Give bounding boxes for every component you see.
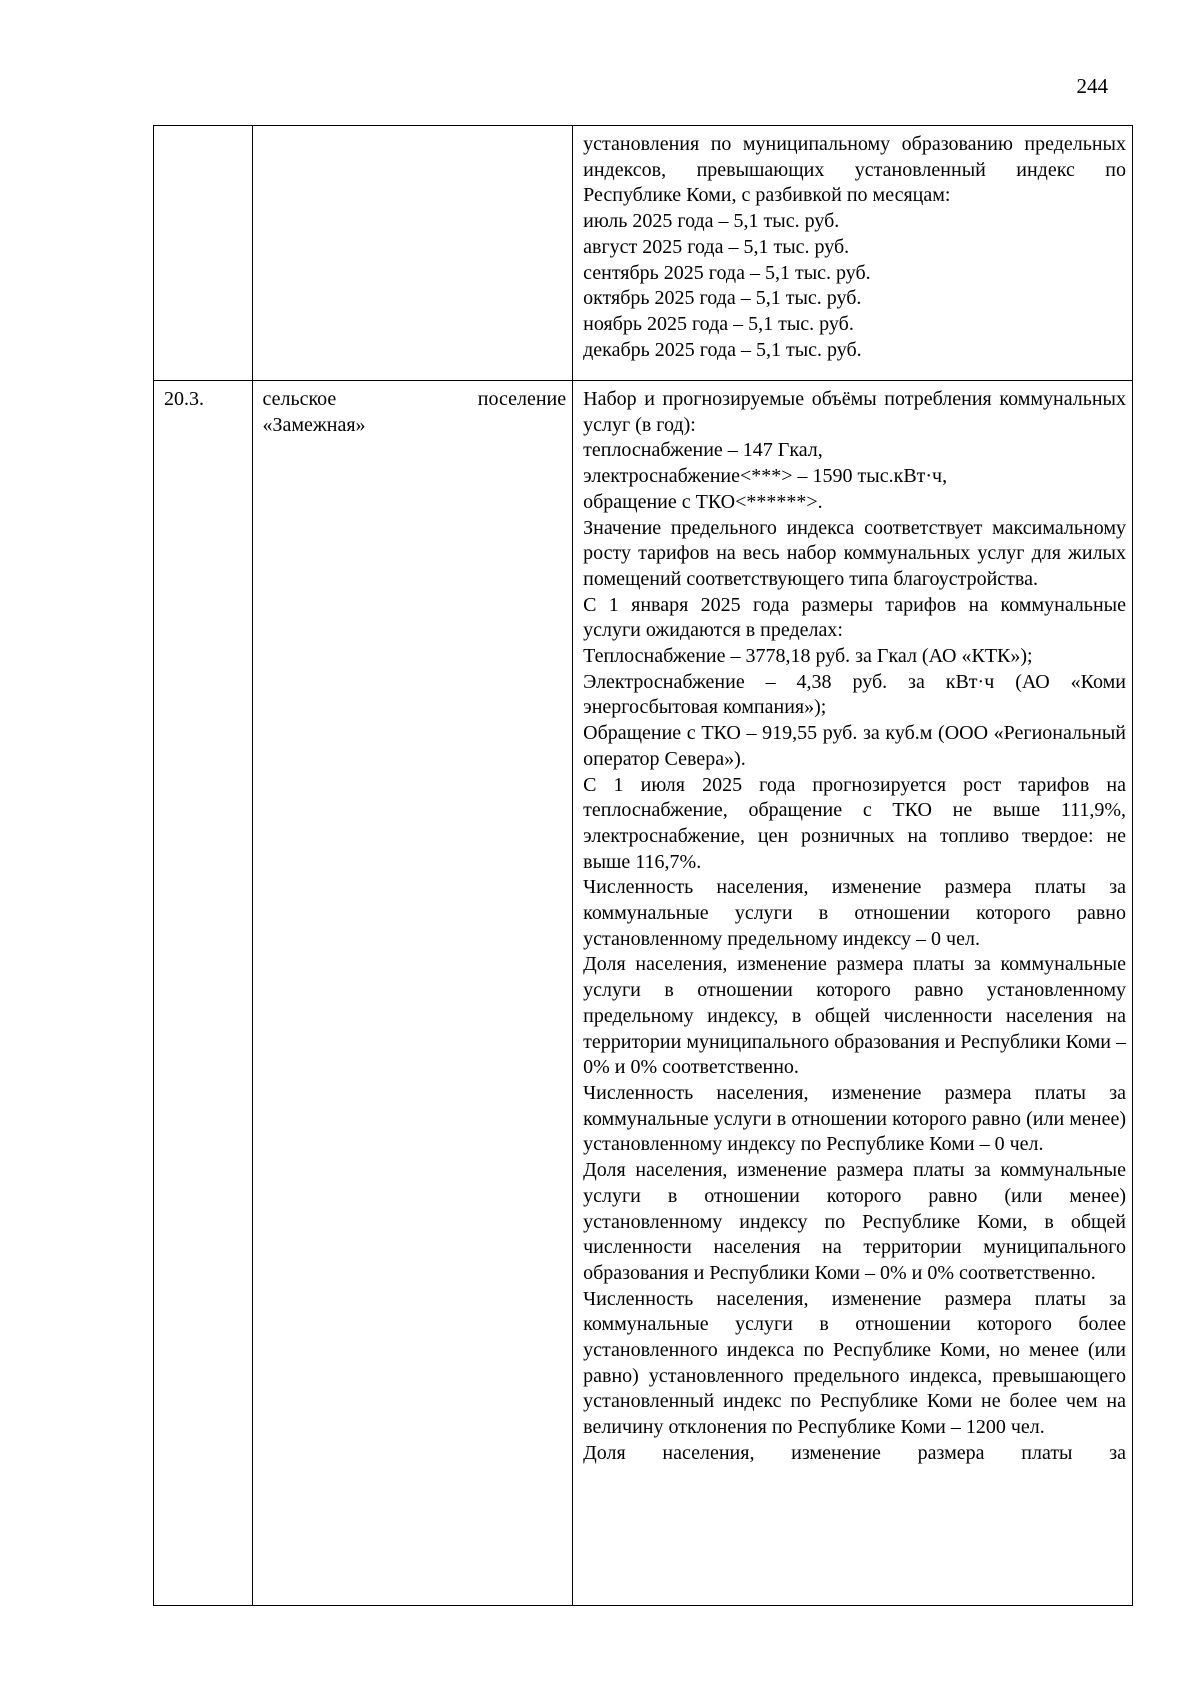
text-paragraph: С 1 июля 2025 года прогнозируется рост тарифов на теплоснабжение, обращение с ТКО не выше 111,9%, электроснабжение, цен розничных на топливо твердое: не выше 116,7%. bbox=[583, 773, 1126, 873]
text-paragraph: Численность населения, изменение размера платы за коммунальные услуги в отношении которого равно (или менее) установленному индексу по Республике Коми – 0 чел. bbox=[583, 1081, 1126, 1156]
text-paragraph: июль 2025 года – 5,1 тыс. руб. bbox=[583, 210, 840, 233]
description-cell bbox=[573, 381, 1133, 1606]
municipality-name: сельское поселение bbox=[262, 388, 567, 410]
text-paragraph: октябрь 2025 года – 5,1 тыс. руб. bbox=[583, 287, 862, 310]
page-number: 244 bbox=[1076, 74, 1108, 98]
text-paragraph: Электроснабжение – 4,38 руб. за кВт·ч (АО «Коми энергосбытовая компания»); bbox=[583, 670, 1126, 719]
text-paragraph: сентябрь 2025 года – 5,1 тыс. руб. bbox=[583, 261, 871, 284]
text-paragraph: Доля населения, изменение размера платы за коммунальные услуги в отношении которого равно (или менее) установленному индексу по Республике Коми, в общей численности населения на территории муниципального образования и Республики Коми – 0% и 0% соответственно. bbox=[583, 1159, 1126, 1284]
text-paragraph: установления по муниципальному образованию предельных индексов, превышающих установленный индекс по Республике Коми, с разбивкой по месяцам: bbox=[583, 133, 1126, 207]
text-paragraph: Численность населения, изменение размера платы за коммунальные услуги в отношении которого более установленного индекса по Республике Коми, но менее (или равно) установленного предельного индекса, превышающего установленный индекс по Республике Коми не более чем на величину отклонения по Республике Коми – 1200 чел. bbox=[583, 1287, 1126, 1439]
text-paragraph: Набор и прогнозируемые объёмы потребления коммунальных услуг (в год): bbox=[583, 388, 1126, 436]
row-number-cell bbox=[154, 381, 253, 1606]
text-paragraph: декабрь 2025 года – 5,1 тыс. руб. bbox=[583, 338, 862, 361]
row-number-cell bbox=[154, 126, 253, 381]
text-paragraph: электроснабжение<***> – 1590 тыс.кВт·ч, bbox=[583, 465, 948, 488]
tariff-table bbox=[153, 125, 1133, 1606]
text-paragraph: Обращение с ТКО – 919,55 руб. за куб.м (ООО «Региональный оператор Севера»). bbox=[583, 722, 1126, 770]
text-paragraph: Доля населения, изменение размера платы за коммунальные услуги в отношении которого равно установленному предельному индексу, в общей численности населения на территории муниципального образования и Республики Коми – 0% и 0% соответственно. bbox=[583, 953, 1126, 1079]
municipality-name: «Замежная» bbox=[262, 413, 366, 436]
text-paragraph: теплоснабжение – 147 Гкал, bbox=[583, 439, 823, 462]
text-paragraph: август 2025 года – 5,1 тыс. руб. bbox=[583, 235, 850, 258]
text-paragraph: Теплоснабжение – 3778,18 руб. за Гкал (АО «КТК»); bbox=[583, 645, 1033, 668]
text-paragraph: Численность населения, изменение размера платы за коммунальные услуги в отношении которого равно установленному предельному индексу – 0 чел. bbox=[583, 876, 1126, 950]
description-cell bbox=[573, 126, 1133, 381]
text-paragraph: Доля населения, изменение размера платы за bbox=[583, 1441, 1126, 1464]
text-paragraph: ноябрь 2025 года – 5,1 тыс. руб. bbox=[583, 312, 854, 335]
text-paragraph: обращение с ТКО<******>. bbox=[583, 490, 823, 513]
table-row bbox=[154, 126, 1133, 381]
table-row bbox=[154, 381, 1133, 1606]
municipality-cell bbox=[252, 381, 573, 1606]
text-paragraph: С 1 января 2025 года размеры тарифов на коммунальные услуги ожидаются в пределах: bbox=[583, 593, 1126, 642]
municipality-cell bbox=[252, 126, 573, 381]
text-paragraph: Значение предельного индекса соответствует максимальному росту тарифов на весь набор коммунальных услуг для жилых помещений соответствующего типа благоустройства. bbox=[583, 516, 1126, 590]
row-number: 20.3. bbox=[164, 388, 204, 410]
